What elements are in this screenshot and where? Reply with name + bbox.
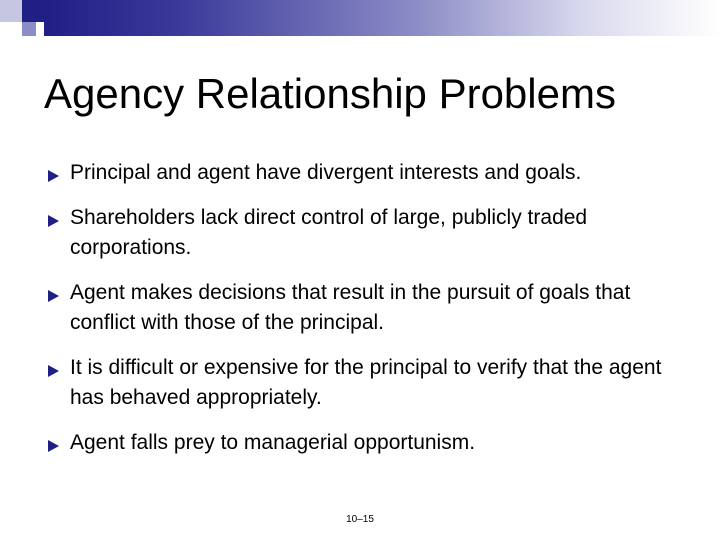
bullet-item (48, 428, 688, 458)
bullet-text: Agent makes decisions that result in the pursuit of goals that conflict with those of the principal. (70, 281, 631, 334)
bullet-text: Principal and agent have divergent interests and goals. (70, 161, 582, 184)
bullet-marker-icon (48, 440, 59, 452)
bullet-marker-icon (48, 215, 59, 227)
bullet-item (48, 353, 688, 413)
bullet-list (48, 158, 688, 473)
decorative-square (22, 0, 44, 22)
bullet-marker-icon (48, 365, 59, 377)
slide-title: Agency Relationship Problems (44, 70, 616, 117)
bullet-item (48, 158, 688, 188)
bullet-item (48, 203, 688, 263)
bullet-text: Agent falls prey to managerial opportunism. (70, 431, 476, 454)
decorative-square (8, 22, 22, 36)
bullet-marker-icon (48, 290, 59, 302)
bullet-marker-icon (48, 170, 59, 182)
bullet-text: Shareholders lack direct control of large, publicly traded corporations. (70, 206, 588, 259)
decorative-square (22, 22, 36, 36)
decorative-square (0, 0, 22, 22)
bullet-text: It is difficult or expensive for the principal to verify that the agent has behaved appropriately. (70, 356, 662, 409)
page-number: 10–15 (346, 514, 374, 525)
header-gradient-bar (44, 0, 720, 36)
bullet-item (48, 278, 688, 338)
